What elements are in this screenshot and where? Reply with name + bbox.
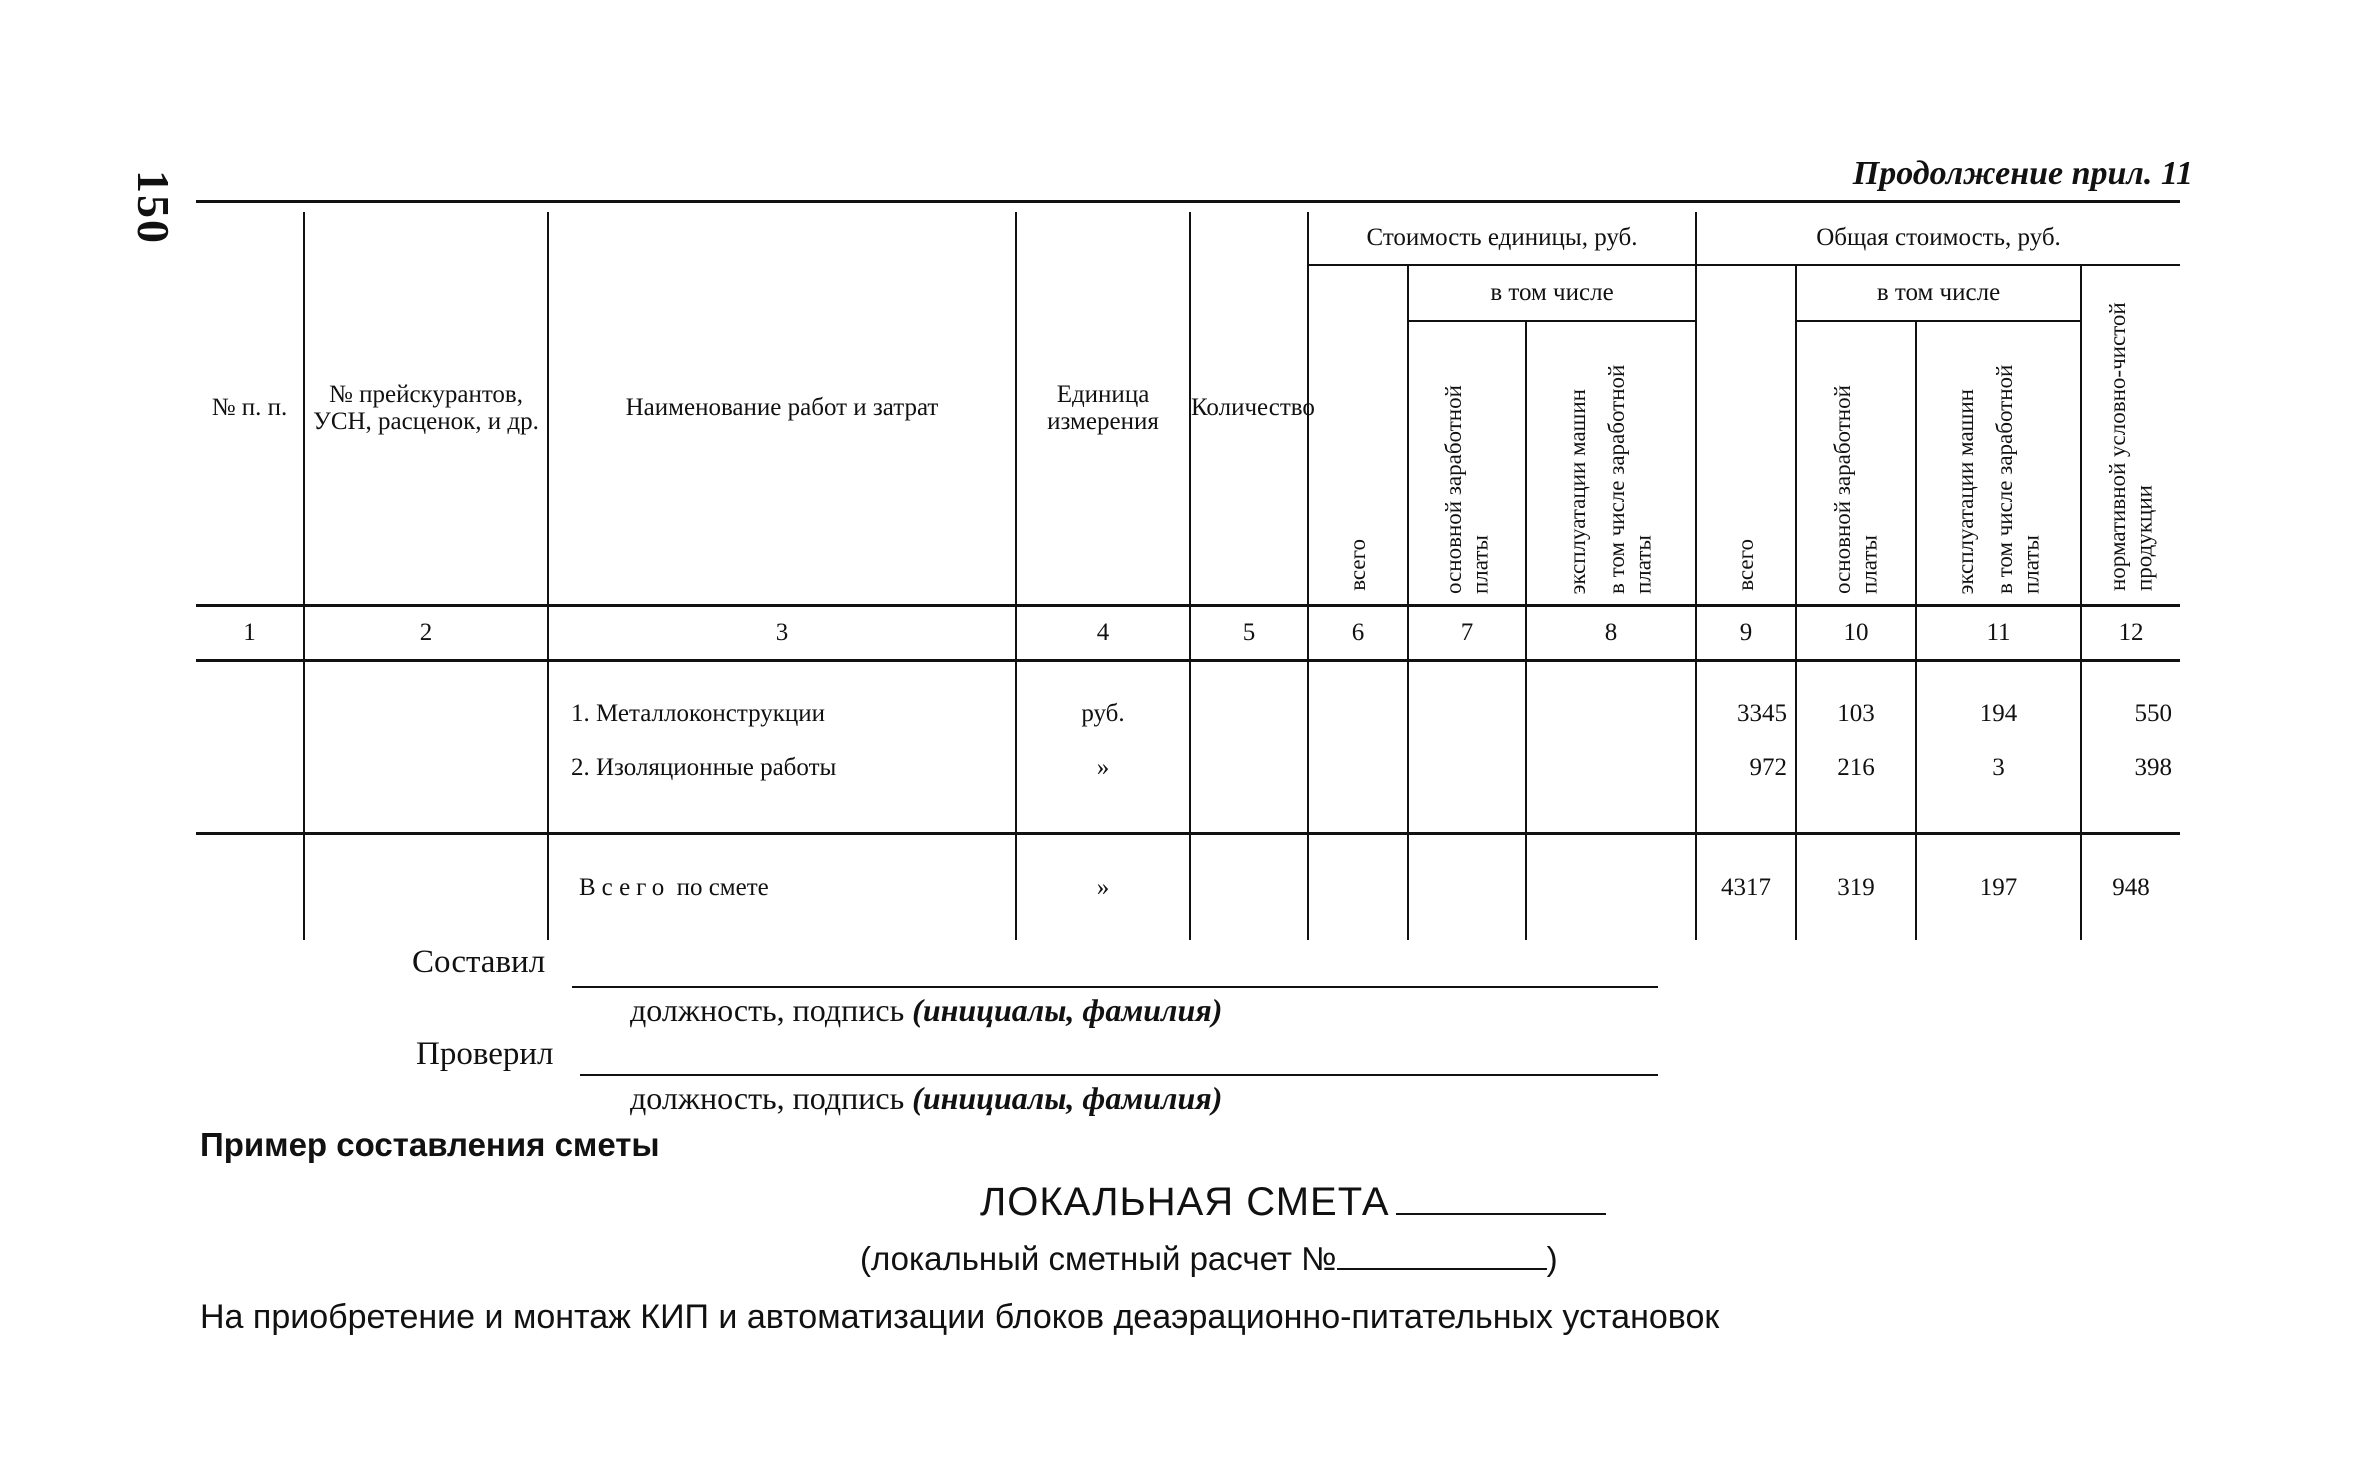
header-unit-machines: эксплуатации машин в том числе заработной платы (1526, 321, 1696, 606)
header-row-top (196, 212, 2180, 265)
colnum: 11 (1916, 606, 2081, 661)
total-label: Всего по смете (548, 834, 1016, 941)
colnum: 1 (196, 606, 304, 661)
total-row (196, 834, 2180, 941)
column-number-row (196, 606, 2180, 661)
header-total-base-wage: основной заработной платы (1796, 321, 1916, 606)
colnum: 2 (304, 606, 548, 661)
header-total-incl: в том числе (1796, 265, 2081, 321)
estimate-table (196, 212, 2180, 940)
header-total-machines: эксплуатации машин в том числе заработной платы (1916, 321, 2081, 606)
header-unit-base-wage: основной заработной платы (1408, 321, 1526, 606)
header-normative: нормативной условно-чистой продукции (2081, 265, 2180, 606)
table-row-normative: 398 (2134, 754, 2172, 781)
header-unit-all: всего (1308, 265, 1408, 606)
table-row-base-wage: 216 (1837, 754, 1875, 781)
colnum: 3 (548, 606, 1016, 661)
table-row-total: 3345 (1737, 700, 1787, 727)
total-machines: 197 (1916, 834, 2081, 941)
colnum: 12 (2081, 606, 2180, 661)
base-wages (1796, 661, 1916, 821)
header-total-cost: Общая стоимость, руб. (1696, 212, 2180, 265)
example-heading: Пример составления сметы (200, 1126, 660, 1163)
units (1016, 661, 1190, 821)
header-col5: Количество (1190, 212, 1308, 606)
machines (1916, 661, 2081, 821)
separator-row (196, 820, 2180, 834)
header-col3: Наименование работ и затрат (548, 212, 1016, 606)
header-col4: Единица измерения (1016, 212, 1190, 606)
composed-caption: должность, подпись (инициалы, фамилия) (630, 992, 1223, 1028)
header-total-all: всего (1696, 265, 1796, 606)
total-unit: » (1016, 834, 1190, 941)
colnum: 4 (1016, 606, 1190, 661)
top-rule (196, 200, 2180, 203)
table-row-total: 972 (1749, 754, 1787, 781)
table-row-machines: 194 (1979, 700, 2018, 727)
header-unit-incl: в том числе (1408, 265, 1696, 321)
table-body-rows (196, 661, 2180, 821)
colnum: 10 (1796, 606, 1916, 661)
colnum: 8 (1526, 606, 1696, 661)
continuation-label: Продолжение прил. 11 (1852, 155, 2193, 192)
table-row-name: 1. Металлоконструкции (571, 700, 826, 727)
composed-label: Составил (412, 944, 546, 980)
page-number: 150 (128, 170, 179, 245)
purpose-line: На приобретение и монтаж КИП и автоматизации блоков деаэрационно-питательных установок (200, 1298, 1720, 1336)
table-row-unit: » (1096, 754, 1110, 781)
total-normative: 948 (2081, 834, 2180, 941)
checked-caption: должность, подпись (инициалы, фамилия) (630, 1080, 1223, 1116)
totals (1696, 661, 1796, 821)
table-row-base-wage: 103 (1837, 700, 1875, 727)
colnum: 7 (1408, 606, 1526, 661)
table-row-unit: руб. (1081, 700, 1125, 727)
checked-signature-line (580, 1074, 1658, 1076)
total-sum: 4317 (1696, 834, 1796, 941)
normatives (2081, 661, 2180, 821)
local-calc-number: (локальный сметный расчет № ) (860, 1240, 1558, 1277)
work-names (548, 661, 1016, 821)
total-base-wage: 319 (1796, 834, 1916, 941)
checked-label: Проверил (416, 1036, 554, 1072)
colnum: 9 (1696, 606, 1796, 661)
table-row-machines: 3 (1992, 754, 2005, 781)
local-estimate-title: ЛОКАЛЬНАЯ СМЕТА (980, 1180, 1606, 1225)
header-col1: № п. п. (196, 212, 304, 606)
table-row-name: 2. Изоляционные работы (571, 754, 837, 781)
colnum: 6 (1308, 606, 1408, 661)
header-col2: № прейскурантов, УСН, расценок, и др. (304, 212, 548, 606)
colnum: 5 (1190, 606, 1308, 661)
header-unit-cost: Стоимость единицы, руб. (1308, 212, 1696, 265)
table-row-normative: 550 (2134, 700, 2172, 727)
composed-signature-line (572, 986, 1658, 988)
